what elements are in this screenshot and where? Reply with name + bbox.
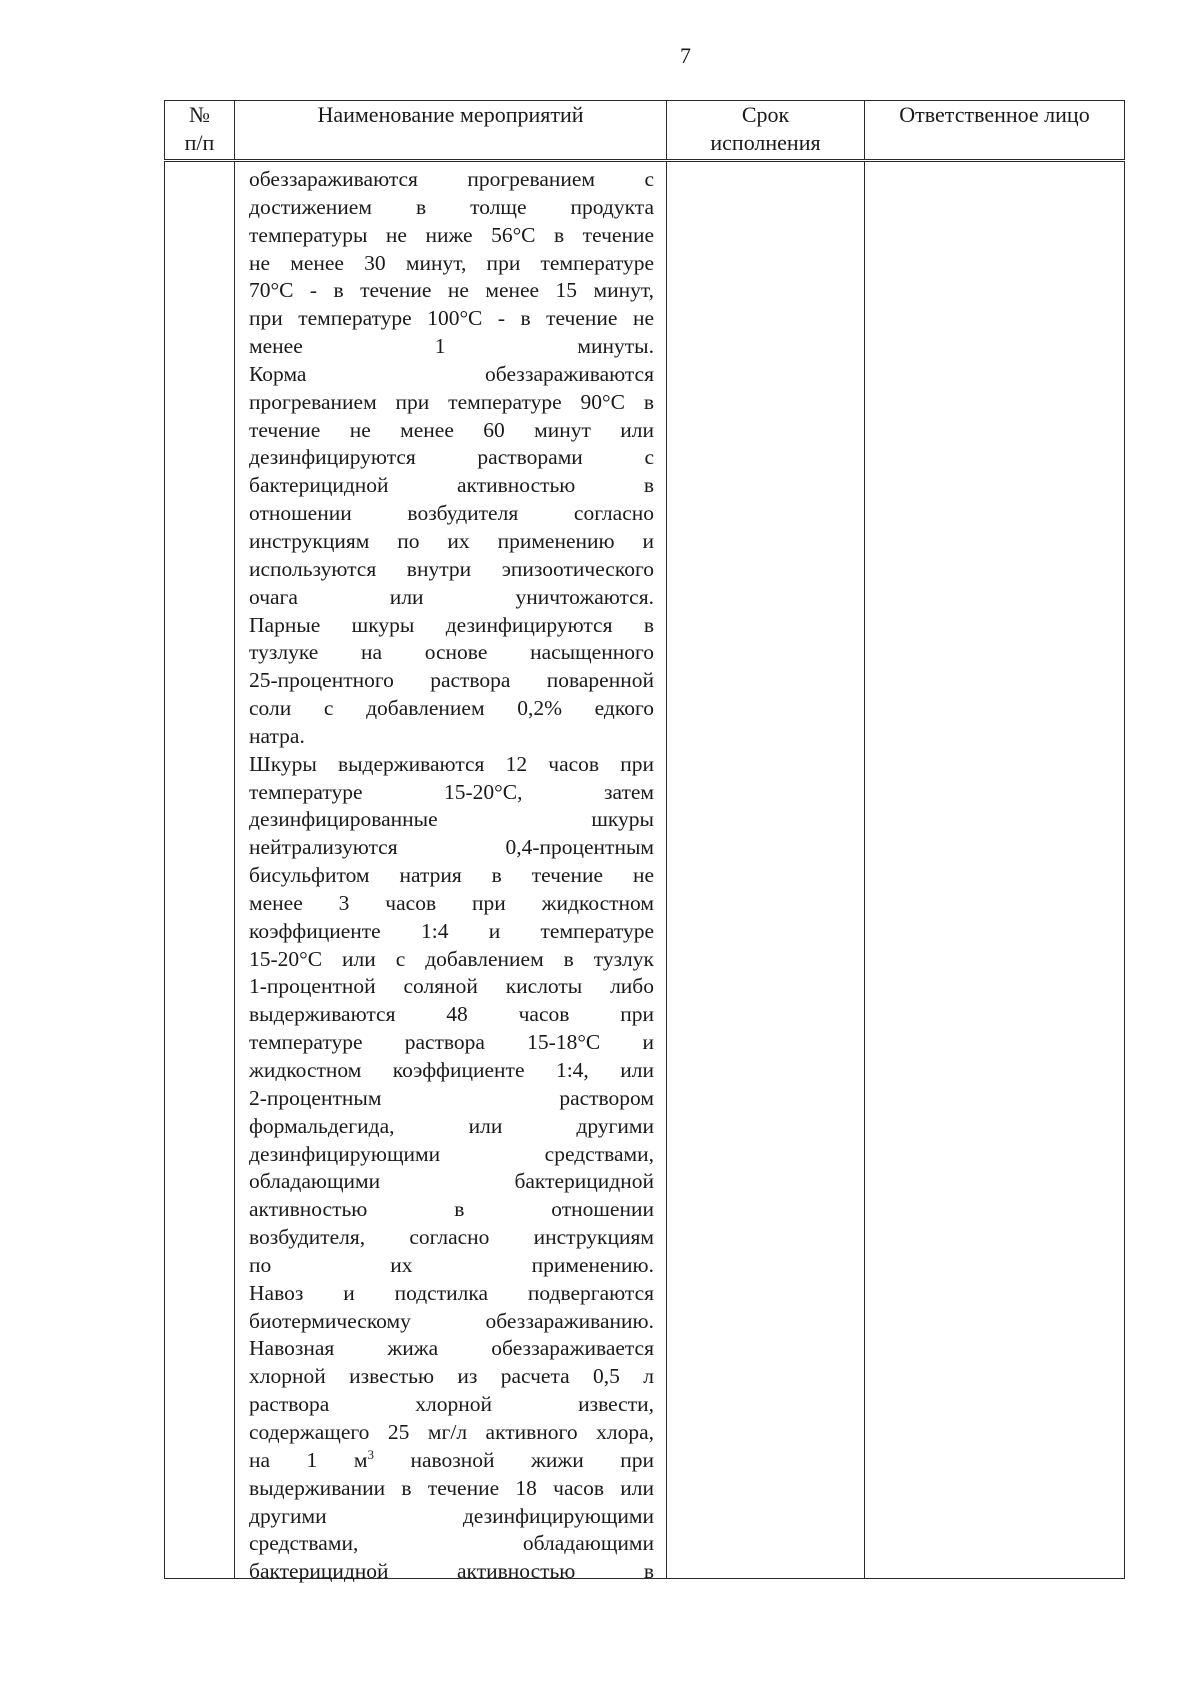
text-line: 1-процентной соляной кислоты либо [249, 974, 654, 999]
text-line: формальдегида, или другими [249, 1113, 654, 1138]
header-responsible: Ответственное лицо [865, 101, 1125, 161]
text-line: прогреванием при температуре 90°С в [249, 389, 654, 414]
text-line: бактерицидной активностью в [249, 1559, 654, 1584]
text-line: менее 3 часов при жидкостном [249, 890, 654, 915]
text-line: дезинфицируются растворами с [249, 445, 654, 470]
text-line: обладающими бактерицидной [249, 1169, 654, 1194]
text-line: средствами, обладающими [249, 1531, 654, 1556]
text-line: соли с добавлением 0,2% едкого [249, 696, 654, 721]
text-line: инструкциям по их применению и [249, 528, 654, 553]
text-fragment: на 1 м [249, 1447, 368, 1472]
text-line: обеззараживаются прогреванием с [249, 167, 654, 191]
activities-table [164, 100, 1125, 1584]
text-line: хлорной известью из расчета 0,5 л [249, 1364, 654, 1389]
text-line: 70°С - в течение не менее 15 минут, [249, 278, 654, 303]
header-number [165, 101, 235, 161]
text-line: 2-процентным раствором [249, 1085, 654, 1110]
activity-text [235, 162, 666, 1584]
header-deadline-line2: исполнения [710, 130, 821, 155]
text-line: Корма обеззараживаются [249, 361, 654, 386]
table-row [165, 161, 1125, 1579]
text-line: по их применению. [249, 1252, 654, 1277]
page-number: 7 [680, 43, 691, 68]
text-line: Навозная жижа обеззараживается [249, 1336, 654, 1361]
text-line: жидкостном коэффициенте 1:4, или [249, 1058, 654, 1082]
cell-deadline [667, 161, 865, 1579]
text-line: Шкуры выдерживаются 12 часов при [249, 751, 654, 776]
text-line: используются внутри эпизоотического [249, 556, 654, 581]
text-line: содержащего 25 мг/л активного хлора, [249, 1419, 654, 1444]
text-line: очага или уничтожаются. [249, 584, 654, 609]
text-line: не менее 30 минут, при температуре [249, 250, 654, 275]
text-line: 25-процентного раствора поваренной [249, 668, 654, 693]
cell-activity [235, 161, 667, 1584]
text-line: 15-20°С или с добавлением в тузлук [249, 946, 654, 971]
text-line: биотермическому обеззараживанию. [249, 1308, 654, 1333]
cell-responsible [865, 161, 1125, 1579]
text-line: Парные шкуры дезинфицируются в [249, 612, 654, 637]
text-line: дезинфицированные шкуры [249, 807, 654, 832]
text-line: другими дезинфицирующими [249, 1503, 654, 1528]
text-line: раствора хлорной извести, [249, 1392, 654, 1417]
text-line: при температуре 100°С - в течение не [249, 306, 654, 331]
header-activity: Наименование мероприятий [235, 101, 667, 161]
text-line: активностью в отношении [249, 1197, 654, 1222]
text-line: течение не менее 60 минут или [249, 417, 654, 442]
text-line: дезинфицирующими средствами, [249, 1141, 654, 1166]
cell-number [165, 161, 235, 1579]
text-line: температуре 15-20°С, затем [249, 779, 654, 804]
text-line: достижением в толще продукта [249, 194, 654, 219]
text-line: бактерицидной активностью в [249, 473, 654, 498]
text-line: выдерживании в течение 18 часов или [249, 1475, 654, 1500]
table-header-row [165, 101, 1125, 161]
header-number-abbr: п/п [184, 130, 215, 155]
text-line: менее 1 минуты. [249, 334, 654, 359]
text-line-with-superscript [249, 1447, 654, 1475]
text-line: коэффициенте 1:4 и температуре [249, 918, 654, 943]
text-line: Навоз и подстилка подвергаются [249, 1280, 654, 1305]
header-number-sign: № [189, 102, 210, 127]
header-deadline [667, 101, 865, 161]
text-line: выдерживаются 48 часов при [249, 1002, 654, 1027]
text-line: отношении возбудителя согласно [249, 501, 654, 526]
text-line: тузлуке на основе насыщенного [249, 640, 654, 665]
superscript: 3 [367, 1446, 374, 1462]
header-deadline-line1: Срок [741, 102, 790, 127]
text-line: бисульфитом натрия в течение не [249, 863, 654, 888]
text-line: температуры не ниже 56°С в течение [249, 222, 654, 247]
text-line: возбудителя, согласно инструкциям [249, 1225, 654, 1250]
text-line: натра. [249, 723, 305, 748]
text-line: нейтрализуются 0,4-процентным [249, 835, 654, 860]
text-line: температуре раствора 15-18°С и [249, 1030, 654, 1055]
text-fragment: навозной жижи при [410, 1447, 655, 1472]
